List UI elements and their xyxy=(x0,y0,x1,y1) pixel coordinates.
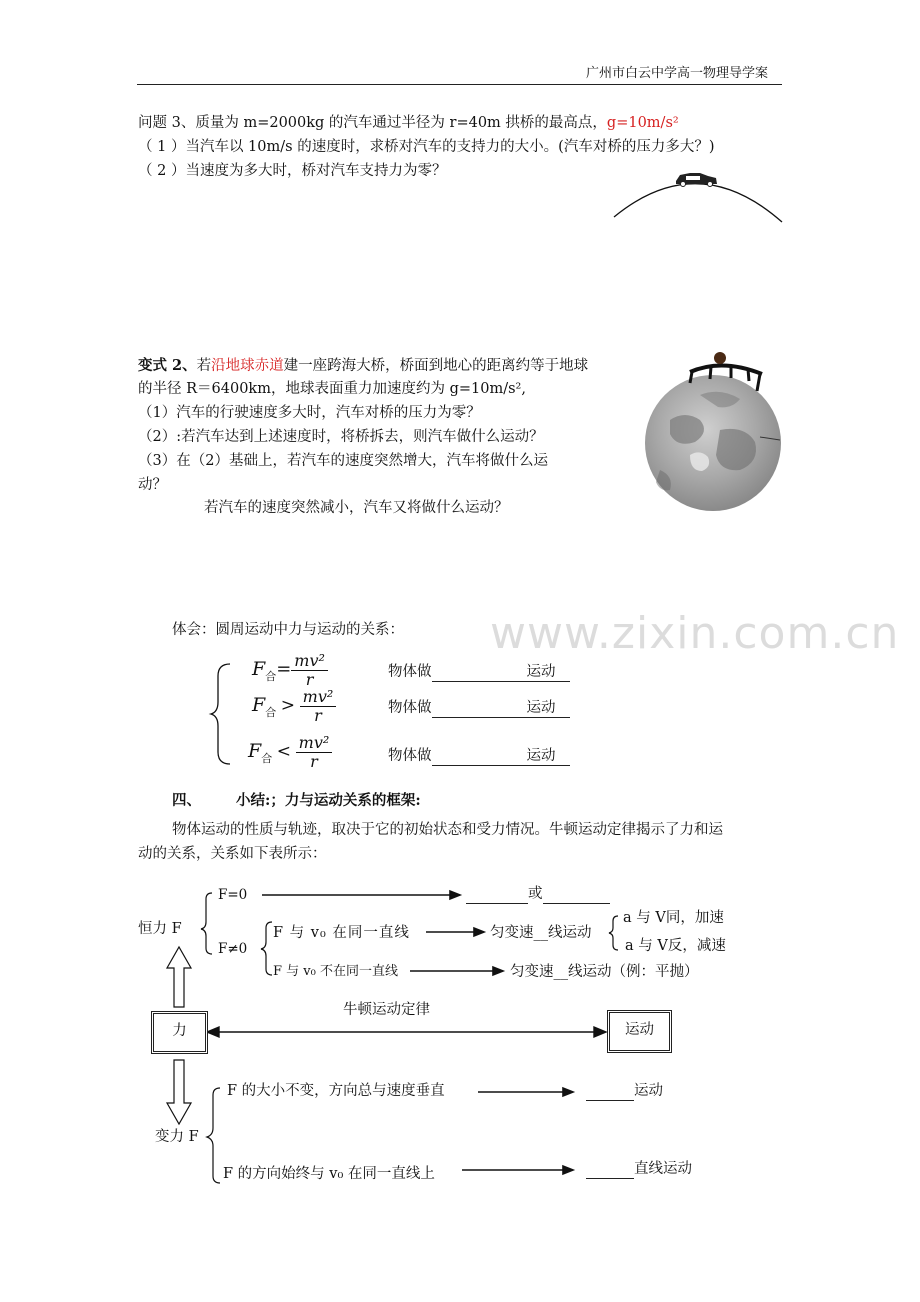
net-subscript: 合 xyxy=(261,751,273,765)
fraction-denominator: r xyxy=(305,670,314,689)
same-line-label: F 与 v₀ 在同一直线 xyxy=(273,925,410,941)
problem3-statement: 问题 3、质量为 m=2000kg 的汽车通过半径为 r=40m 拱桥的最高点， xyxy=(138,115,607,131)
answer-blank[interactable] xyxy=(432,700,527,718)
force-symbol: F xyxy=(252,693,266,716)
reflection-title: 体会：圆周运动中力与运动的关系： xyxy=(172,622,404,638)
answer-blank[interactable] xyxy=(432,748,527,766)
f-nonzero-label: F≠0 xyxy=(218,941,248,957)
variant2-q3b: 动？ xyxy=(138,477,167,493)
answer-blank[interactable] xyxy=(543,886,610,904)
section4-para2: 动的关系，关系如下表所示： xyxy=(138,846,327,862)
motion-fill-row-3 xyxy=(388,748,570,766)
newton-double-arrow xyxy=(207,1027,606,1037)
motion-label: 运动 xyxy=(527,748,570,766)
perpendicular-label: F 的大小不变，方向总与速度垂直 xyxy=(227,1083,445,1099)
variant2-q2: （2）:若汽车达到上述速度时，将桥拆去，则汽车做什么运动？ xyxy=(138,429,544,445)
reflection-brace xyxy=(211,664,230,764)
linear-motion-word: 直线运动 xyxy=(634,1161,692,1177)
relation-operator: > xyxy=(280,695,296,716)
page-header: 广州市白云中学高一物理导学案 xyxy=(586,66,769,81)
problem3-q1: （ 1 ）当汽车以 10m/s 的速度时，求桥对汽车的支持力的大小。(汽车对桥的压力多大？) xyxy=(138,139,715,155)
object-label: 物体做 xyxy=(388,700,432,716)
fraction-denominator: r xyxy=(310,752,318,771)
object-label: 物体做 xyxy=(388,748,432,764)
answer-blank[interactable] xyxy=(586,1161,634,1179)
accel-brace xyxy=(609,916,618,950)
fraction-numerator: mv² xyxy=(296,734,333,753)
mv2-over-r xyxy=(291,652,328,689)
mv2-over-r xyxy=(300,688,337,725)
net-subscript: 合 xyxy=(265,669,277,683)
gravity-value: g=10m/s² xyxy=(606,115,679,131)
net-subscript: 合 xyxy=(265,705,277,719)
motion-fill-row-2 xyxy=(388,700,570,718)
section4-number: 四、 xyxy=(172,792,201,809)
f-zero-label: F=0 xyxy=(218,887,248,903)
fraction-denominator: r xyxy=(314,706,322,725)
motion-word: 运动 xyxy=(634,1083,663,1099)
object-label: 物体做 xyxy=(388,664,432,680)
newton-laws-label: 牛顿运动定律 xyxy=(343,1002,430,1018)
variant2-text-b: 建一座跨海大桥，桥面到地心的距离约等于地球 xyxy=(283,358,589,374)
equator-highlight: 沿地球赤道 xyxy=(211,358,284,374)
constant-brace xyxy=(201,893,212,954)
motion-box: 运动 xyxy=(607,1010,672,1053)
section4-title: 小结:；力与运动关系的框架: xyxy=(236,792,421,809)
answer-blank[interactable] xyxy=(586,1083,634,1101)
section4-para1: 物体运动的性质与轨迹，取决于它的初始状态和受力情况。牛顿运动定律揭示了力和运 xyxy=(172,822,723,838)
relation-row-lt xyxy=(248,734,332,771)
arch-bridge xyxy=(614,184,782,222)
variable-brace xyxy=(207,1088,220,1183)
uniform-curve-result: 匀变速__线运动（例：平抛） xyxy=(510,964,699,980)
answer-blank[interactable] xyxy=(466,886,528,904)
or-label: 或 xyxy=(528,886,543,902)
opposite-direction-label: a 与 V反，减速 xyxy=(625,938,726,954)
constant-force-label: 恒力 F xyxy=(138,921,182,937)
variant2-q3a: （3）在（2）基础上，若汽车的速度突然增大，汽车将做什么运 xyxy=(138,453,548,469)
force-symbol: F xyxy=(252,657,266,680)
relation-operator: < xyxy=(276,741,292,762)
fraction-numerator: mv² xyxy=(291,652,328,671)
variant2-title: 变式 2、 xyxy=(138,357,197,374)
uniform-line-result: 匀变速__线运动 xyxy=(490,925,592,941)
down-hollow-arrow xyxy=(167,1060,191,1124)
perpendicular-result xyxy=(586,1083,663,1101)
motion-label: 运动 xyxy=(527,700,570,718)
motion-label: 运动 xyxy=(527,664,570,682)
not-same-line-label: F 与 v₀ 不在同一直线 xyxy=(273,964,398,979)
car-ball-icon xyxy=(714,352,726,364)
colinear-result xyxy=(586,1161,692,1179)
variant2-q1: （1）汽车的行驶速度多大时，汽车对桥的压力为零？ xyxy=(138,405,481,421)
variant2-line1 xyxy=(138,357,588,375)
watermark: www.zixin.com.cn xyxy=(490,608,900,659)
variant2-q4: 若汽车的速度突然减小，汽车又将做什么运动？ xyxy=(204,500,509,516)
earth-icon xyxy=(645,375,781,511)
up-hollow-arrow xyxy=(167,947,191,1007)
mv2-over-r xyxy=(296,734,333,771)
force-symbol: F xyxy=(248,739,262,762)
fraction-numerator: mv² xyxy=(300,688,337,707)
relation-row-gt xyxy=(252,688,336,725)
colinear-label: F 的方向始终与 v₀ 在同一直线上 xyxy=(223,1166,435,1182)
fne0-brace xyxy=(261,922,272,975)
relation-operator: = xyxy=(276,658,292,680)
car-icon xyxy=(676,173,717,187)
problem3-q2: （ 2 ）当速度为多大时，桥对汽车支持力为零？ xyxy=(138,163,447,179)
same-direction-label: a 与 V同，加速 xyxy=(623,910,724,926)
variable-force-label: 变力 F xyxy=(155,1129,199,1145)
variant2-text-a: 若 xyxy=(196,358,212,374)
force-box: 力 xyxy=(151,1011,208,1054)
relation-row-eq xyxy=(252,652,328,689)
f-zero-result xyxy=(466,886,610,904)
motion-fill-row-1 xyxy=(388,664,570,682)
variant2-line2: 的半径 R＝6400km，地球表面重力加速度约为 g=10m/s², xyxy=(138,381,526,397)
answer-blank[interactable] xyxy=(432,664,527,682)
